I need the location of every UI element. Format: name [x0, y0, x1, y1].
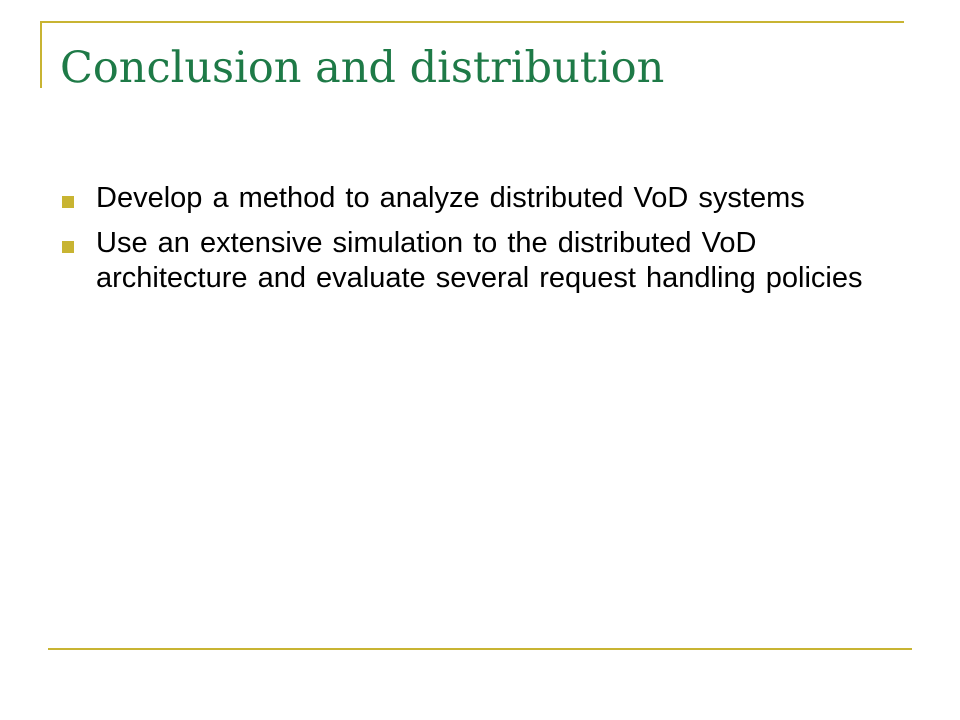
square-bullet-icon [62, 196, 74, 208]
bullet-text: Develop a method to analyze distributed VoD systems [96, 182, 805, 214]
bottom-rule [48, 648, 912, 650]
bullet-list [62, 181, 912, 306]
bullet-item [62, 181, 912, 216]
slide-title: Conclusion and distribution [60, 43, 665, 93]
bullet-text: Use an extensive simulation to the distributed VoD architecture and evaluate several request handling policies [96, 227, 863, 294]
top-rule [40, 21, 904, 23]
bullet-item [62, 226, 912, 296]
left-rule [40, 21, 42, 88]
square-bullet-icon [62, 241, 74, 253]
